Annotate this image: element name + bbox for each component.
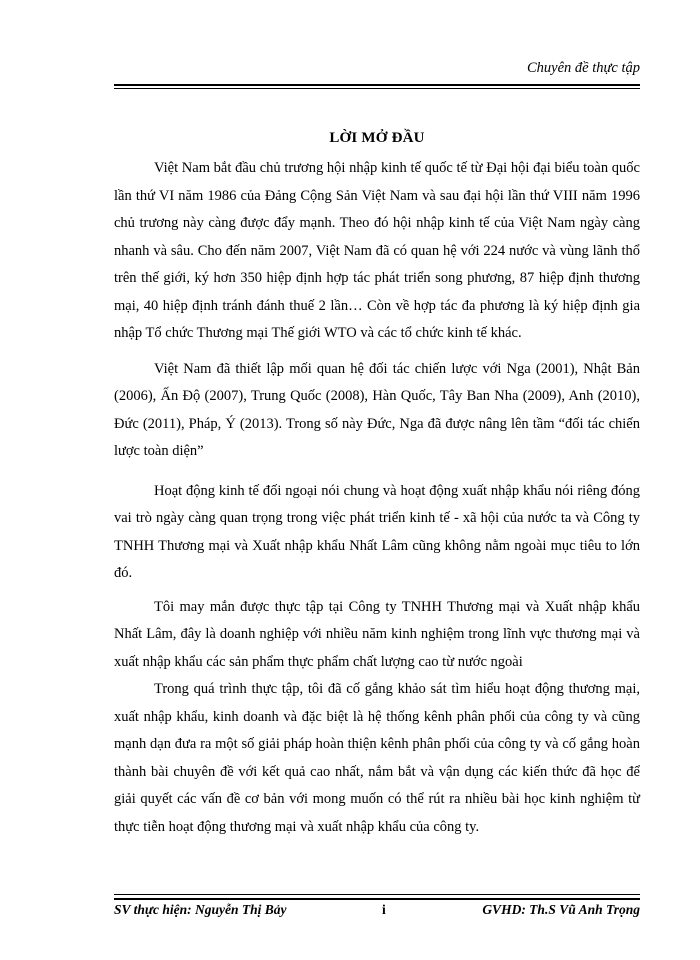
footer-divider-thin <box>114 894 640 895</box>
paragraph: Tôi may mắn được thực tập tại Công ty TNHH Thương mại và Xuất nhập khẩu Nhất Lâm, đây là doanh nghiệp với nhiều năm kinh nghiệm trong lĩnh vực thương mại và xuất nhập khẩu các sản phẩm thực phẩm chất lượng cao từ nước ngoài <box>114 598 640 670</box>
page-number: i <box>382 902 386 917</box>
running-header: Chuyên đề thực tập <box>526 60 640 76</box>
paragraph: Hoạt động kinh tế đối ngoại nói chung và hoạt động xuất nhập khẩu nói riêng đóng vai trò ngày càng quan trọng trong việc phát triển kinh tế - xã hội của nước ta và Công ty TNHH Thương mại và Xuất nhập khẩu Nhất Lâm cũng không nằm ngoài mục tiêu to lớn đó. <box>114 482 640 581</box>
paragraph: Việt Nam bắt đầu chủ trương hội nhập kinh tế quốc tế từ Đại hội đại biểu toàn quốc lần thứ VI năm 1986 của Đảng Cộng Sản Việt Nam và sau đại hội lần thứ VIII năm 1996 chủ trương này càng được đẩy mạnh. Theo đó hội nhập kinh tế của Việt Nam ngày càng nhanh và sâu. Cho đến năm 2007, Việt Nam đã có quan hệ với 224 nước và vùng lãnh thổ trên thế giới, ký hơn 350 hiệp định hợp tác phát triển song phương, 87 hiệp định thương mại, 40 hiệp định tránh đánh thuế 2 lần… Còn về hợp tác đa phương là ký hiệp định gia nhập Tổ chức Thương mại Thế giới WTO và các tổ chức kinh tế khác. <box>114 160 640 341</box>
document-body <box>114 155 640 841</box>
page-title: LỜI MỞ ĐẦU <box>329 130 425 146</box>
footer-advisor: GVHD: Th.S Vũ Anh Trọng <box>482 902 640 917</box>
paragraph: Trong quá trình thực tập, tôi đã cố gắng khảo sát tìm hiểu hoạt động thương mại, xuất nhập khẩu, kinh doanh và đặc biệt là hệ thống kênh phân phối của công ty và cũng mạnh dạn đưa ra một số giải pháp hoàn thiện kênh phân phối của công ty và cố gắng hoàn thành bài chuyên đề với kết quả cao nhất, nắm bắt và vận dụng các kiến thức đã học để giải quyết các vấn đề cơ bản với mong muốn có thể rút ra nhiều bài học kinh nghiệm từ thực tiễn hoạt động thương mại và xuất nhập khẩu của công ty. <box>114 681 640 835</box>
header-divider <box>114 84 640 86</box>
header-divider-thin <box>114 88 640 89</box>
running-footer <box>114 902 640 922</box>
paragraph: Việt Nam đã thiết lập mối quan hệ đối tác chiến lược với Nga (2001), Nhật Bản (2006), Ấn Độ (2007), Trung Quốc (2008), Hàn Quốc, Tây Ban Nha (2009), Anh (2010), Đức (2011), Pháp, Ý (2013). Trong số này Đức, Nga đã được nâng lên tầm “đối tác chiến lược toàn diện” <box>114 360 640 459</box>
footer-student: SV thực hiện: Nguyễn Thị Bảy <box>114 902 287 917</box>
footer-divider <box>114 898 640 900</box>
